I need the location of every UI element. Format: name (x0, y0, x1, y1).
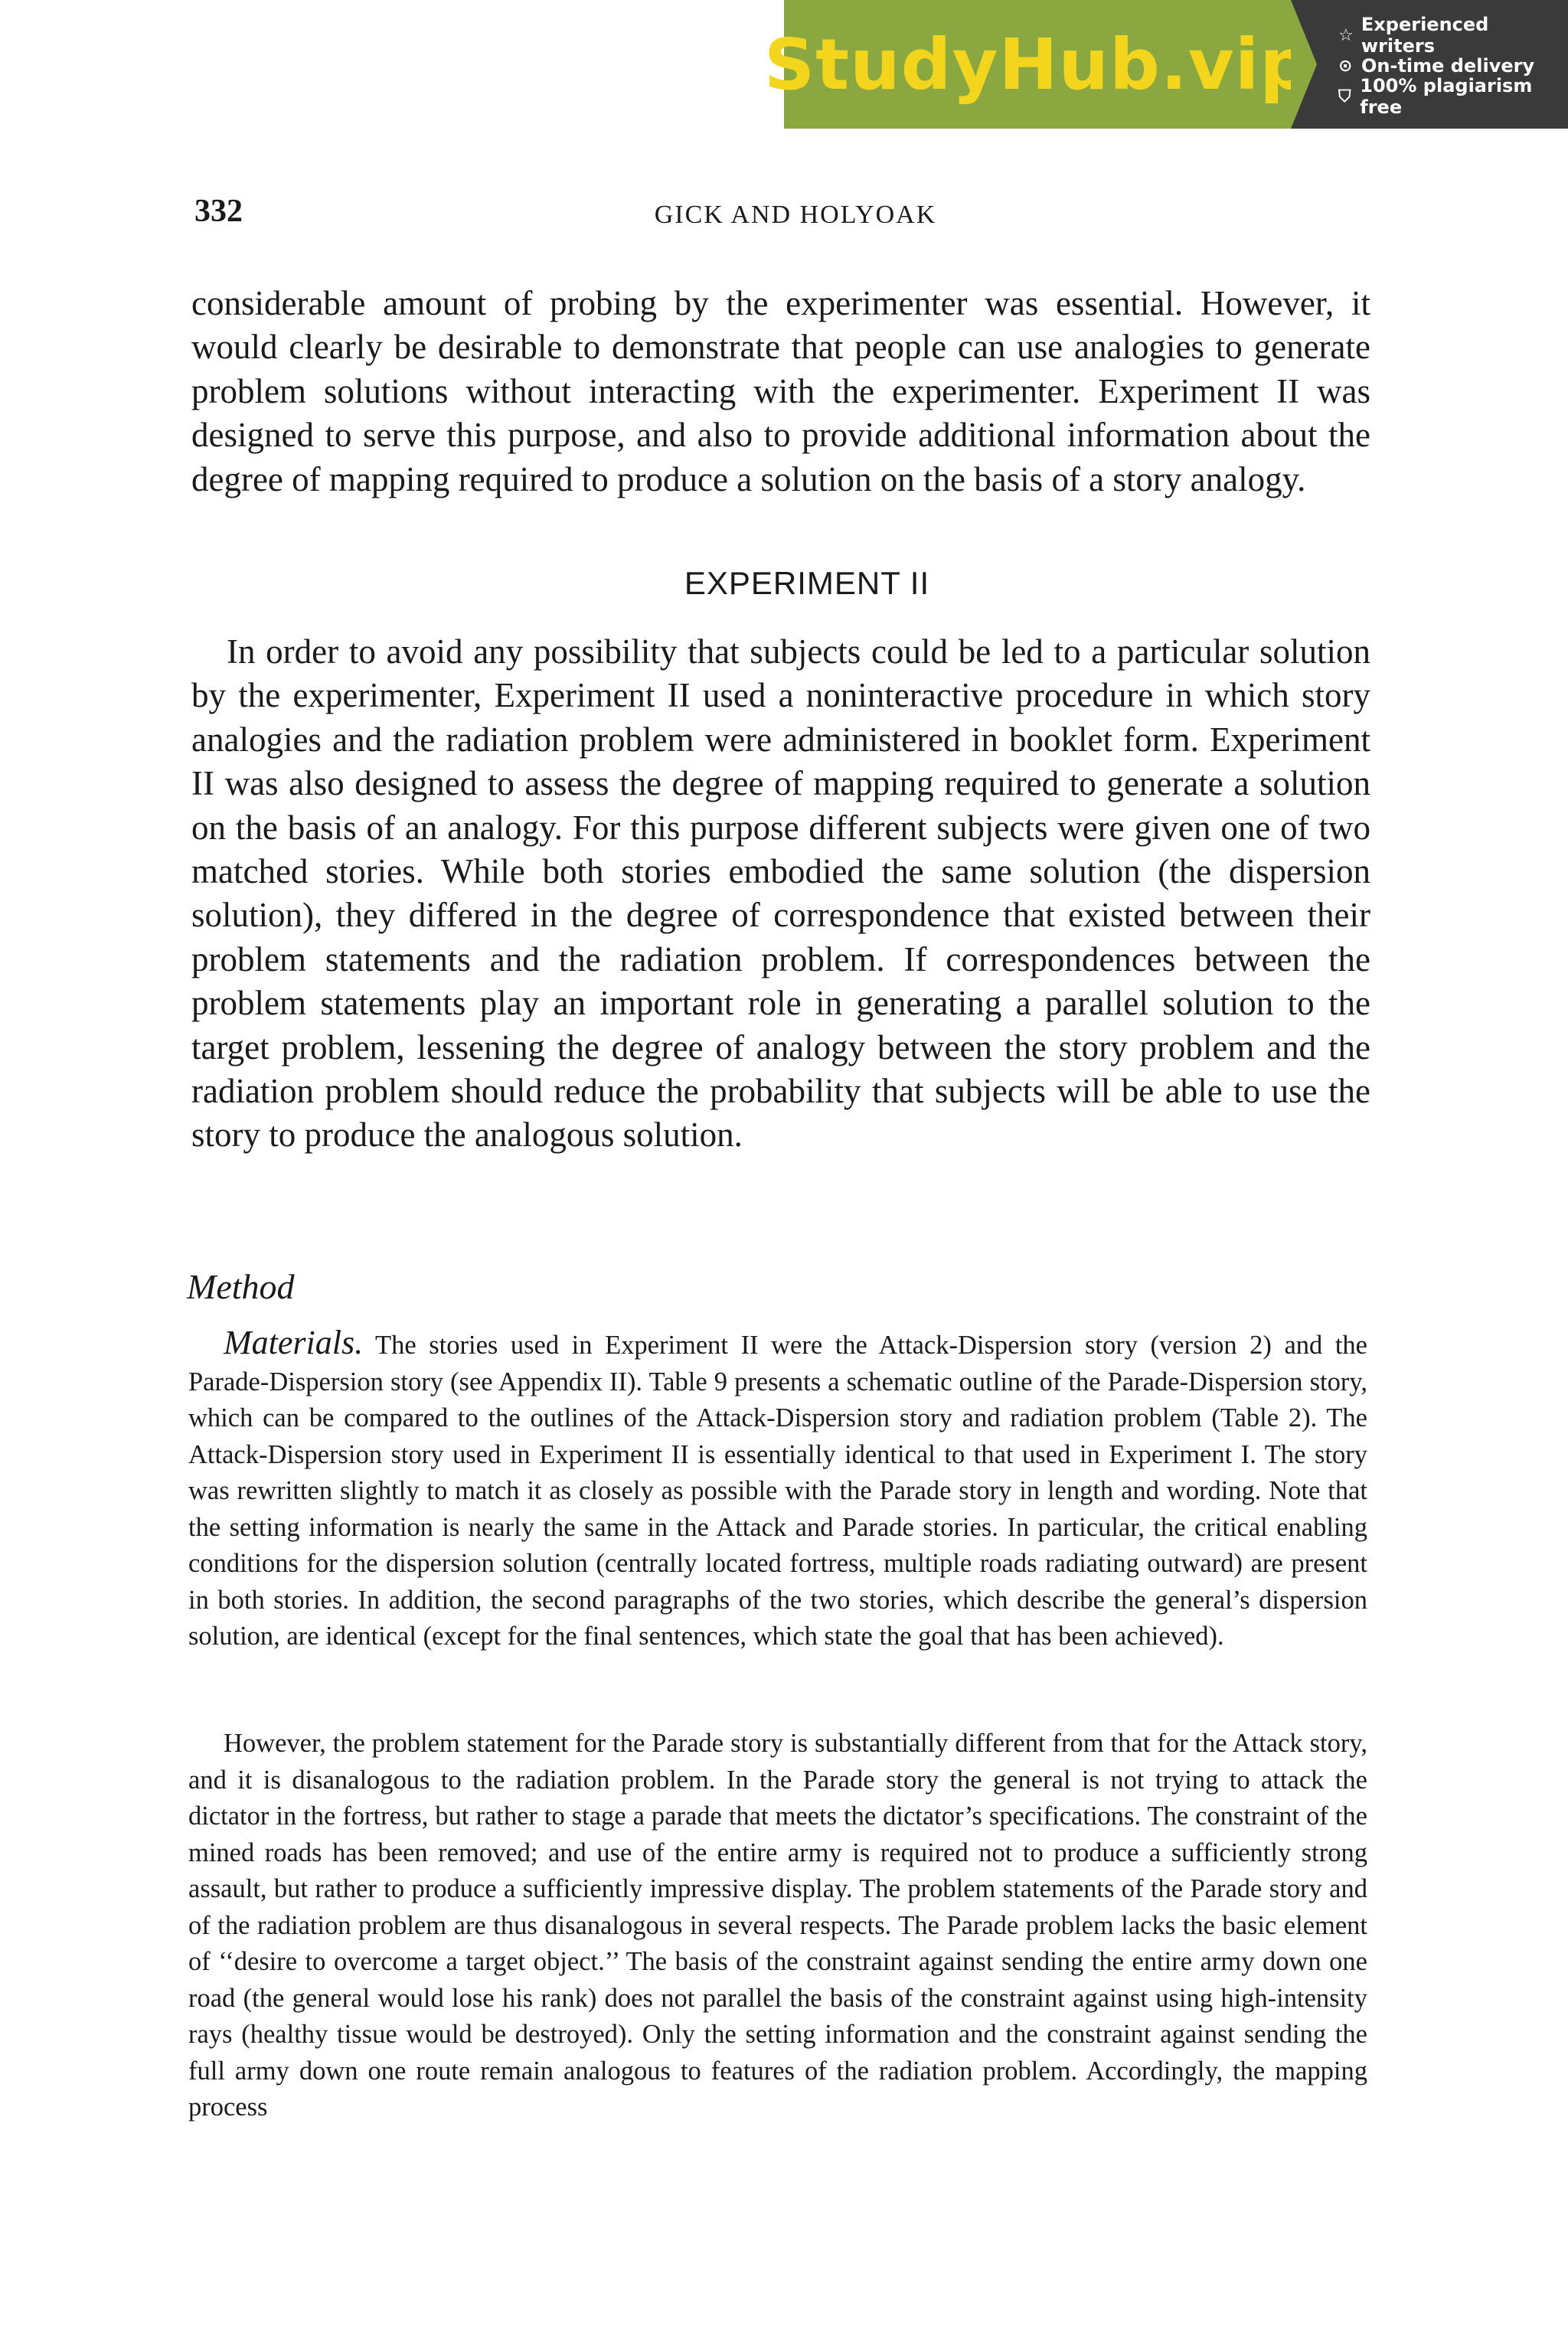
paragraph-text: The stories used in Experiment II were the Attack-Dispersion story (version 2) and the Parade-Dispersion story (see Appendix II). Table 9 presents a schematic outline of the Parade-Dispersion story, which can be compared to the outlines of the Attack-Dispersion story and radiation problem (Table 2). The Attack-Dispersion story used in Experiment II is essentially identical to that used in Experiment I. The story was rewritten slightly to match it as closely as possible with the Parade story in length and wording. Note that the setting information is nearly the same in the Attack and Parade stories. In particular, the critical enabling conditions for the dispersion solution (centrally located fortress, multiple roads radiating outward) are present in both stories. In addition, the second paragraphs of the two stories, which describe the general’s dispersion solution, are identical (except for the final sentences, which state the goal that has been achieved). (188, 1331, 1367, 1651)
banner-features (1291, 0, 1568, 129)
feature-plagiarism-free (1338, 75, 1568, 118)
paragraph-body (188, 1325, 1367, 1655)
paragraph-experiment-2 (191, 630, 1370, 1158)
page-number: 332 (194, 194, 243, 229)
run-in-heading: Materials. (224, 1324, 364, 1361)
paragraph-text: However, the problem statement for the Parade story is substantially different from that for the Attack story, and it is disanalogous to the radiation problem. In the Parade story the general is not trying to attack the dictator in the fortress, but rather to stage a parade that meets the dictator’s specifications. The constraint of the mined roads has been removed; and use of the entire army is required not to produce a sufficiently strong assault, but rather to produce a sufficiently impressive display. The problem statements of the Parade story and of the radiation problem are thus disanalogous in several respects. The Parade problem lacks the basic element of ‘‘desire to overcome a target object.’’ The basis of the constraint against sending the entire army down one road (the general would lose his rank) does not parallel the basis of the constraint against using high-intensity rays (healthy tissue would be destroyed). Only the setting information and the constraint against sending the full army down one route remain analogous to features of the radiation problem. Accordingly, the mapping process (188, 1729, 1367, 2122)
paragraph-materials (188, 1325, 1367, 1655)
feature-experienced-writers (1338, 14, 1568, 57)
studyhub-logo[interactable] (763, 0, 1312, 129)
subsection-heading-method: Method (187, 1267, 295, 1306)
paragraph-parade (188, 1726, 1367, 2126)
paragraph-intro (191, 282, 1370, 501)
feature-label: On-time delivery (1361, 55, 1535, 77)
logo-text: StudyHub.vip (763, 23, 1312, 106)
feature-label: Experienced writers (1361, 14, 1489, 57)
shield-icon: ⛉ (1338, 87, 1351, 106)
paragraph-text: In order to avoid any possibility that subjects could be led to a particular solution by the experimenter, Experiment II used a noninteractive procedure in which story analogies and the radiation problem were administered in booklet form. Experiment II was also designed to assess the degree of mapping required to generate a solution on the basis of an analogy. For this purpose different subjects were given one of two matched stories. While both stories embodied the same solution (the dispersion solution), they differed in the degree of correspondence that existed between their problem statements and the radiation problem. If correspondences between the problem statements play an important role in generating a parallel solution to the target problem, lessening the degree of analogy between the story problem and the radiation problem should reduce the probability that subjects will be able to use the story to produce the analogous solution. (191, 632, 1370, 1155)
clock-icon: ⊙ (1338, 56, 1353, 76)
studyhub-banner[interactable] (763, 0, 1568, 129)
star-icon: ☆ (1338, 25, 1354, 45)
running-head: GICK AND HOLYOAK (654, 201, 937, 229)
paragraph-text: considerable amount of probing by the experimenter was essential. However, it would clearly be desirable to demonstrate that people can use analogies to generate problem solutions without interacting with the experimenter. Experiment II was designed to serve this purpose, and also to provide additional information about the degree of mapping required to produce a solution on the basis of a story analogy. (191, 284, 1370, 498)
feature-label: 100% plagiarism free (1360, 75, 1533, 118)
section-heading: EXPERIMENT II (684, 565, 930, 601)
